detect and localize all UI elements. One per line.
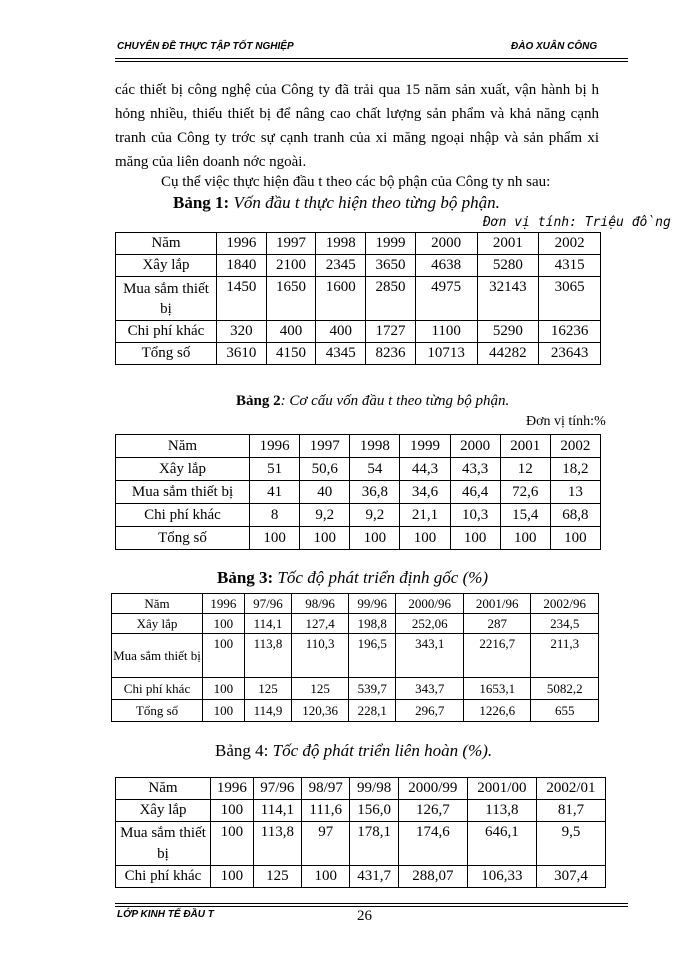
cell: 10713 [415,343,477,365]
cell: 106,33 [467,866,536,888]
table-row [116,866,606,888]
cell: 655 [531,700,599,722]
cell: 1100 [415,321,477,343]
table-row [116,778,606,800]
cell: 100 [203,678,245,700]
cell: 81,7 [536,800,605,822]
cell: 114,9 [244,700,291,722]
cell: 288,07 [398,866,467,888]
header-cell: 2000 [450,435,500,458]
header-rule [115,58,628,59]
table-row [116,481,601,504]
cell: 110,3 [292,634,349,678]
row-label: Tổng số [116,527,250,550]
table-row [116,504,601,527]
row-label: Chi phí khác [112,678,203,700]
table-row [116,277,601,321]
cell: 127,4 [292,614,349,634]
table-row [116,458,601,481]
row-label: Mua sắm thiết bị [116,277,217,321]
table-row [112,700,599,722]
table4-caption-title: Tốc độ phát triển liên hoàn (%). [272,741,493,760]
table2 [115,434,601,550]
cell: 32143 [477,277,539,321]
cell: 54 [350,458,400,481]
cell: 34,6 [400,481,450,504]
cell: 4150 [266,343,316,365]
cell: 211,3 [531,634,599,678]
cell: 100 [203,614,245,634]
table-row [116,800,606,822]
table1 [115,232,601,365]
cell: 100 [500,527,550,550]
cell: 1727 [366,321,416,343]
cell: 539,7 [349,678,396,700]
cell: 100 [203,700,245,722]
cell: 287 [463,614,531,634]
cell: 50,6 [300,458,350,481]
cell: 1600 [316,277,366,321]
cell: 100 [550,527,600,550]
cell: 343,7 [396,678,464,700]
header-cell: 2001 [500,435,550,458]
table1-caption-label: Bảng 1: [173,193,230,212]
header-cell: Năm [116,233,217,255]
cell: 72,6 [500,481,550,504]
table-row [112,614,599,634]
row-label: Chi phí khác [116,866,211,888]
cell: 100 [300,527,350,550]
cell: 36,8 [350,481,400,504]
cell: 1840 [217,255,267,277]
header-cell: 99/98 [350,778,398,800]
cell: 3610 [217,343,267,365]
cell: 320 [217,321,267,343]
table-row [112,594,599,614]
cell: 114,1 [244,614,291,634]
header-cell: 1999 [400,435,450,458]
cell: 16236 [539,321,601,343]
cell: 23643 [539,343,601,365]
header-cell: 1996 [211,778,254,800]
row-label: Mua sắm thiết bị [116,481,250,504]
table2-caption-title: : Cơ cấu vốn đầu t theo từng bộ phận. [280,393,510,409]
footer-rule [115,903,628,904]
cell: 196,5 [349,634,396,678]
cell: 46,4 [450,481,500,504]
cell: 431,7 [350,866,398,888]
cell: 5280 [477,255,539,277]
header-cell: 98/96 [292,594,349,614]
table-row [116,321,601,343]
cell: 156,0 [350,800,398,822]
table-row [116,343,601,365]
cell: 252,06 [396,614,464,634]
header-cell: 2002/01 [536,778,605,800]
header-cell: 1998 [316,233,366,255]
body-paragraph: các thiết bị công nghệ của Công ty đã trải qua 15 năm sản xuất, vận hành bị h hỏng nhiều, thiếu thiết bị để nâng cao chất lượng sản phẩm và khả năng cạnh tranh của Công ty trớc sự cạnh tranh của xi măng ngoại nhập và sản phẩm xi măng của liên doanh nớc ngoài. [115,82,599,170]
cell: 51 [250,458,300,481]
row-label: Xây lắp [116,255,217,277]
cell: 2216,7 [463,634,531,678]
cell: 9,5 [536,822,605,866]
header-cell: 1996 [217,233,267,255]
table1-caption [173,193,500,213]
cell: 100 [302,866,350,888]
cell: 120,36 [292,700,349,722]
cell: 21,1 [400,504,450,527]
cell: 4345 [316,343,366,365]
row-label: Xây lắp [116,458,250,481]
table2-unit: Đơn vị tính:% [526,414,606,429]
cell: 113,8 [467,800,536,822]
cell: 646,1 [467,822,536,866]
cell: 8 [250,504,300,527]
cell: 400 [316,321,366,343]
table3-caption [217,568,488,588]
footer-left: LỚP KINH TẾ ĐẦU T [117,909,214,920]
cell: 113,8 [244,634,291,678]
row-label: Tổng số [116,343,217,365]
header-cell: 97/96 [244,594,291,614]
row-label: Chi phí khác [116,321,217,343]
cell: 1650 [266,277,316,321]
header-cell: 2000/96 [396,594,464,614]
header-rule-thin [115,61,628,62]
cell: 44,3 [400,458,450,481]
table-row [116,233,601,255]
cell: 41 [250,481,300,504]
cell: 68,8 [550,504,600,527]
cell: 8236 [366,343,416,365]
header-cell: Năm [112,594,203,614]
cell: 2850 [366,277,416,321]
table3 [111,593,599,722]
header-cell: 2002 [539,233,601,255]
header-cell: 1996 [250,435,300,458]
cell: 2100 [266,255,316,277]
header-cell: 2001/00 [467,778,536,800]
header-cell: 2001 [477,233,539,255]
cell: 228,1 [349,700,396,722]
cell: 44282 [477,343,539,365]
table-row [112,678,599,700]
cell: 174,6 [398,822,467,866]
table4 [115,777,606,888]
cell: 4315 [539,255,601,277]
cell: 3650 [366,255,416,277]
row-label: Chi phí khác [116,504,250,527]
cell: 111,6 [302,800,350,822]
cell: 307,4 [536,866,605,888]
cell: 18,2 [550,458,600,481]
cell: 100 [350,527,400,550]
table1-caption-title: Vốn đầu t thực hiện theo từng bộ phận. [233,193,500,212]
table-row [116,822,606,866]
cell: 10,3 [450,504,500,527]
cell: 1450 [217,277,267,321]
table-row [112,634,599,678]
table4-caption-label: Bảng 4: [215,741,269,760]
cell: 3065 [539,277,601,321]
cell: 100 [450,527,500,550]
cell: 126,7 [398,800,467,822]
table-row [116,255,601,277]
cell: 2345 [316,255,366,277]
cell: 125 [292,678,349,700]
cell: 100 [250,527,300,550]
header-cell: 1998 [350,435,400,458]
row-label: Tổng số [112,700,203,722]
header-cell: 2002/96 [531,594,599,614]
table2-caption-label: Bảng 2 [236,393,281,409]
cell: 1226,6 [463,700,531,722]
cell: 114,1 [253,800,301,822]
row-label: Xây lắp [116,800,211,822]
cell: 234,5 [531,614,599,634]
cell: 113,8 [253,822,301,866]
cell: 343,1 [396,634,464,678]
cell: 125 [244,678,291,700]
header-cell: 2000/99 [398,778,467,800]
cell: 296,7 [396,700,464,722]
table-row [116,527,601,550]
header-cell: 1997 [300,435,350,458]
header-cell: 1999 [366,233,416,255]
cell: 125 [253,866,301,888]
page-number: 26 [357,908,372,924]
cell: 4638 [415,255,477,277]
table1-unit: Đơn vị tính: Triệu đồng [483,215,671,230]
row-label: Xây lắp [112,614,203,634]
cell: 40 [300,481,350,504]
header-cell: 99/96 [349,594,396,614]
header-cell: Năm [116,778,211,800]
table4-caption [215,741,492,761]
row-label: Mua sắm thiết bị [116,822,211,866]
cell: 13 [550,481,600,504]
table3-caption-title: Tốc độ phát triển định gốc (%) [277,568,489,587]
cell: 5082,2 [531,678,599,700]
cell: 100 [211,822,254,866]
cell: 12 [500,458,550,481]
header-cell: 2002 [550,435,600,458]
intro-line: Cụ thể việc thực hiện đầu t theo các bộ phận của Công ty nh sau: [161,174,551,190]
header-cell: 98/97 [302,778,350,800]
header-cell: 2001/96 [463,594,531,614]
cell: 97 [302,822,350,866]
header-right: ĐÀO XUÂN CÔNG [511,41,598,52]
header-cell: Năm [116,435,250,458]
cell: 100 [211,800,254,822]
cell: 4975 [415,277,477,321]
cell: 100 [400,527,450,550]
cell: 9,2 [300,504,350,527]
header-left: CHUYÊN ĐỀ THỰC TẬP TỐT NGHIỆP [117,41,294,52]
header-cell: 1997 [266,233,316,255]
cell: 198,8 [349,614,396,634]
cell: 100 [211,866,254,888]
header-cell: 2000 [415,233,477,255]
cell: 5290 [477,321,539,343]
table-row [116,435,601,458]
table3-caption-label: Bảng 3: [217,568,274,587]
cell: 178,1 [350,822,398,866]
cell: 9,2 [350,504,400,527]
table2-caption [236,393,509,410]
cell: 100 [203,634,245,678]
cell: 1653,1 [463,678,531,700]
row-label: Mua sắm thiết bị [112,634,203,678]
cell: 400 [266,321,316,343]
cell: 43,3 [450,458,500,481]
cell: 15,4 [500,504,550,527]
header-cell: 97/96 [253,778,301,800]
footer-rule-thin [115,906,628,907]
header-cell: 1996 [203,594,245,614]
